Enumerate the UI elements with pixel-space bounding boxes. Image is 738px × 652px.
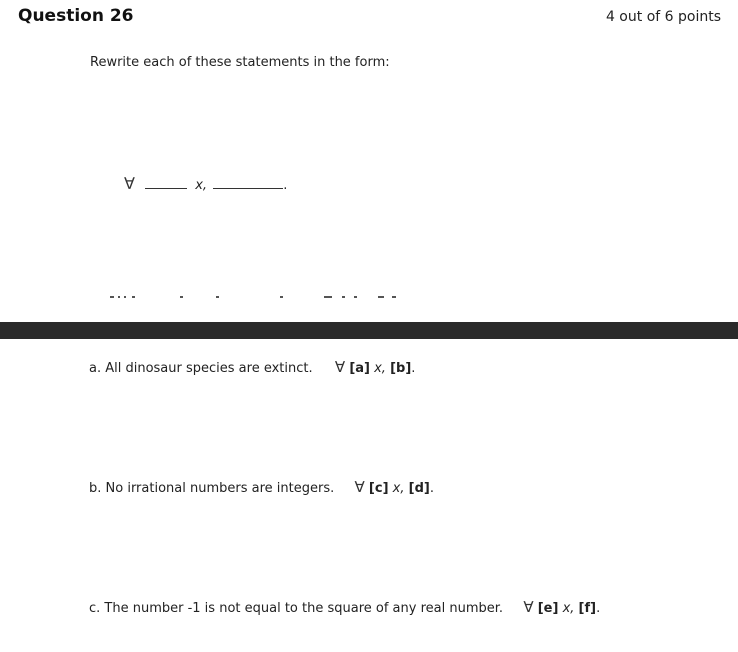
variable-x: x,	[374, 361, 386, 376]
question-title: Question 26	[18, 6, 134, 26]
statement-end: .	[596, 601, 601, 616]
forall-symbol: ∀	[354, 478, 365, 496]
statement-text: a. All dinosaur species are extinct.	[89, 361, 313, 376]
clipped-text-line	[110, 292, 410, 299]
forall-symbol: ∀	[334, 358, 346, 376]
statement-end: .	[429, 481, 434, 496]
template-terminator: .	[283, 178, 288, 193]
statement-a	[89, 358, 415, 376]
points-score: 4 out of 6 points	[605, 9, 721, 25]
answer-blank-e[interactable]: [e]	[537, 601, 559, 616]
section-divider-bar	[0, 322, 738, 339]
variable-x: x,	[562, 601, 575, 616]
answer-blank-b[interactable]: [b]	[390, 361, 412, 376]
form-template	[124, 174, 287, 193]
instructions: Rewrite each of these statements in the form:	[90, 55, 390, 70]
answer-blank-c[interactable]: [c]	[368, 481, 389, 496]
forall-symbol: ∀	[124, 174, 135, 193]
template-blank-1	[145, 178, 187, 189]
template-blank-2	[213, 178, 283, 189]
answer-blank-d[interactable]: [d]	[408, 481, 430, 496]
statement-b	[89, 478, 434, 496]
answer-blank-f[interactable]: [f]	[578, 601, 597, 616]
template-variable: x,	[195, 178, 208, 193]
statement-text: c. The number -1 is not equal to the square of any real number.	[89, 601, 504, 616]
variable-x: x,	[392, 481, 405, 496]
forall-symbol: ∀	[523, 598, 534, 616]
answer-blank-a[interactable]: [a]	[349, 361, 370, 376]
statement-text: b. No irrational numbers are integers.	[89, 481, 335, 496]
statement-end: .	[411, 361, 416, 376]
statement-c	[89, 598, 600, 616]
